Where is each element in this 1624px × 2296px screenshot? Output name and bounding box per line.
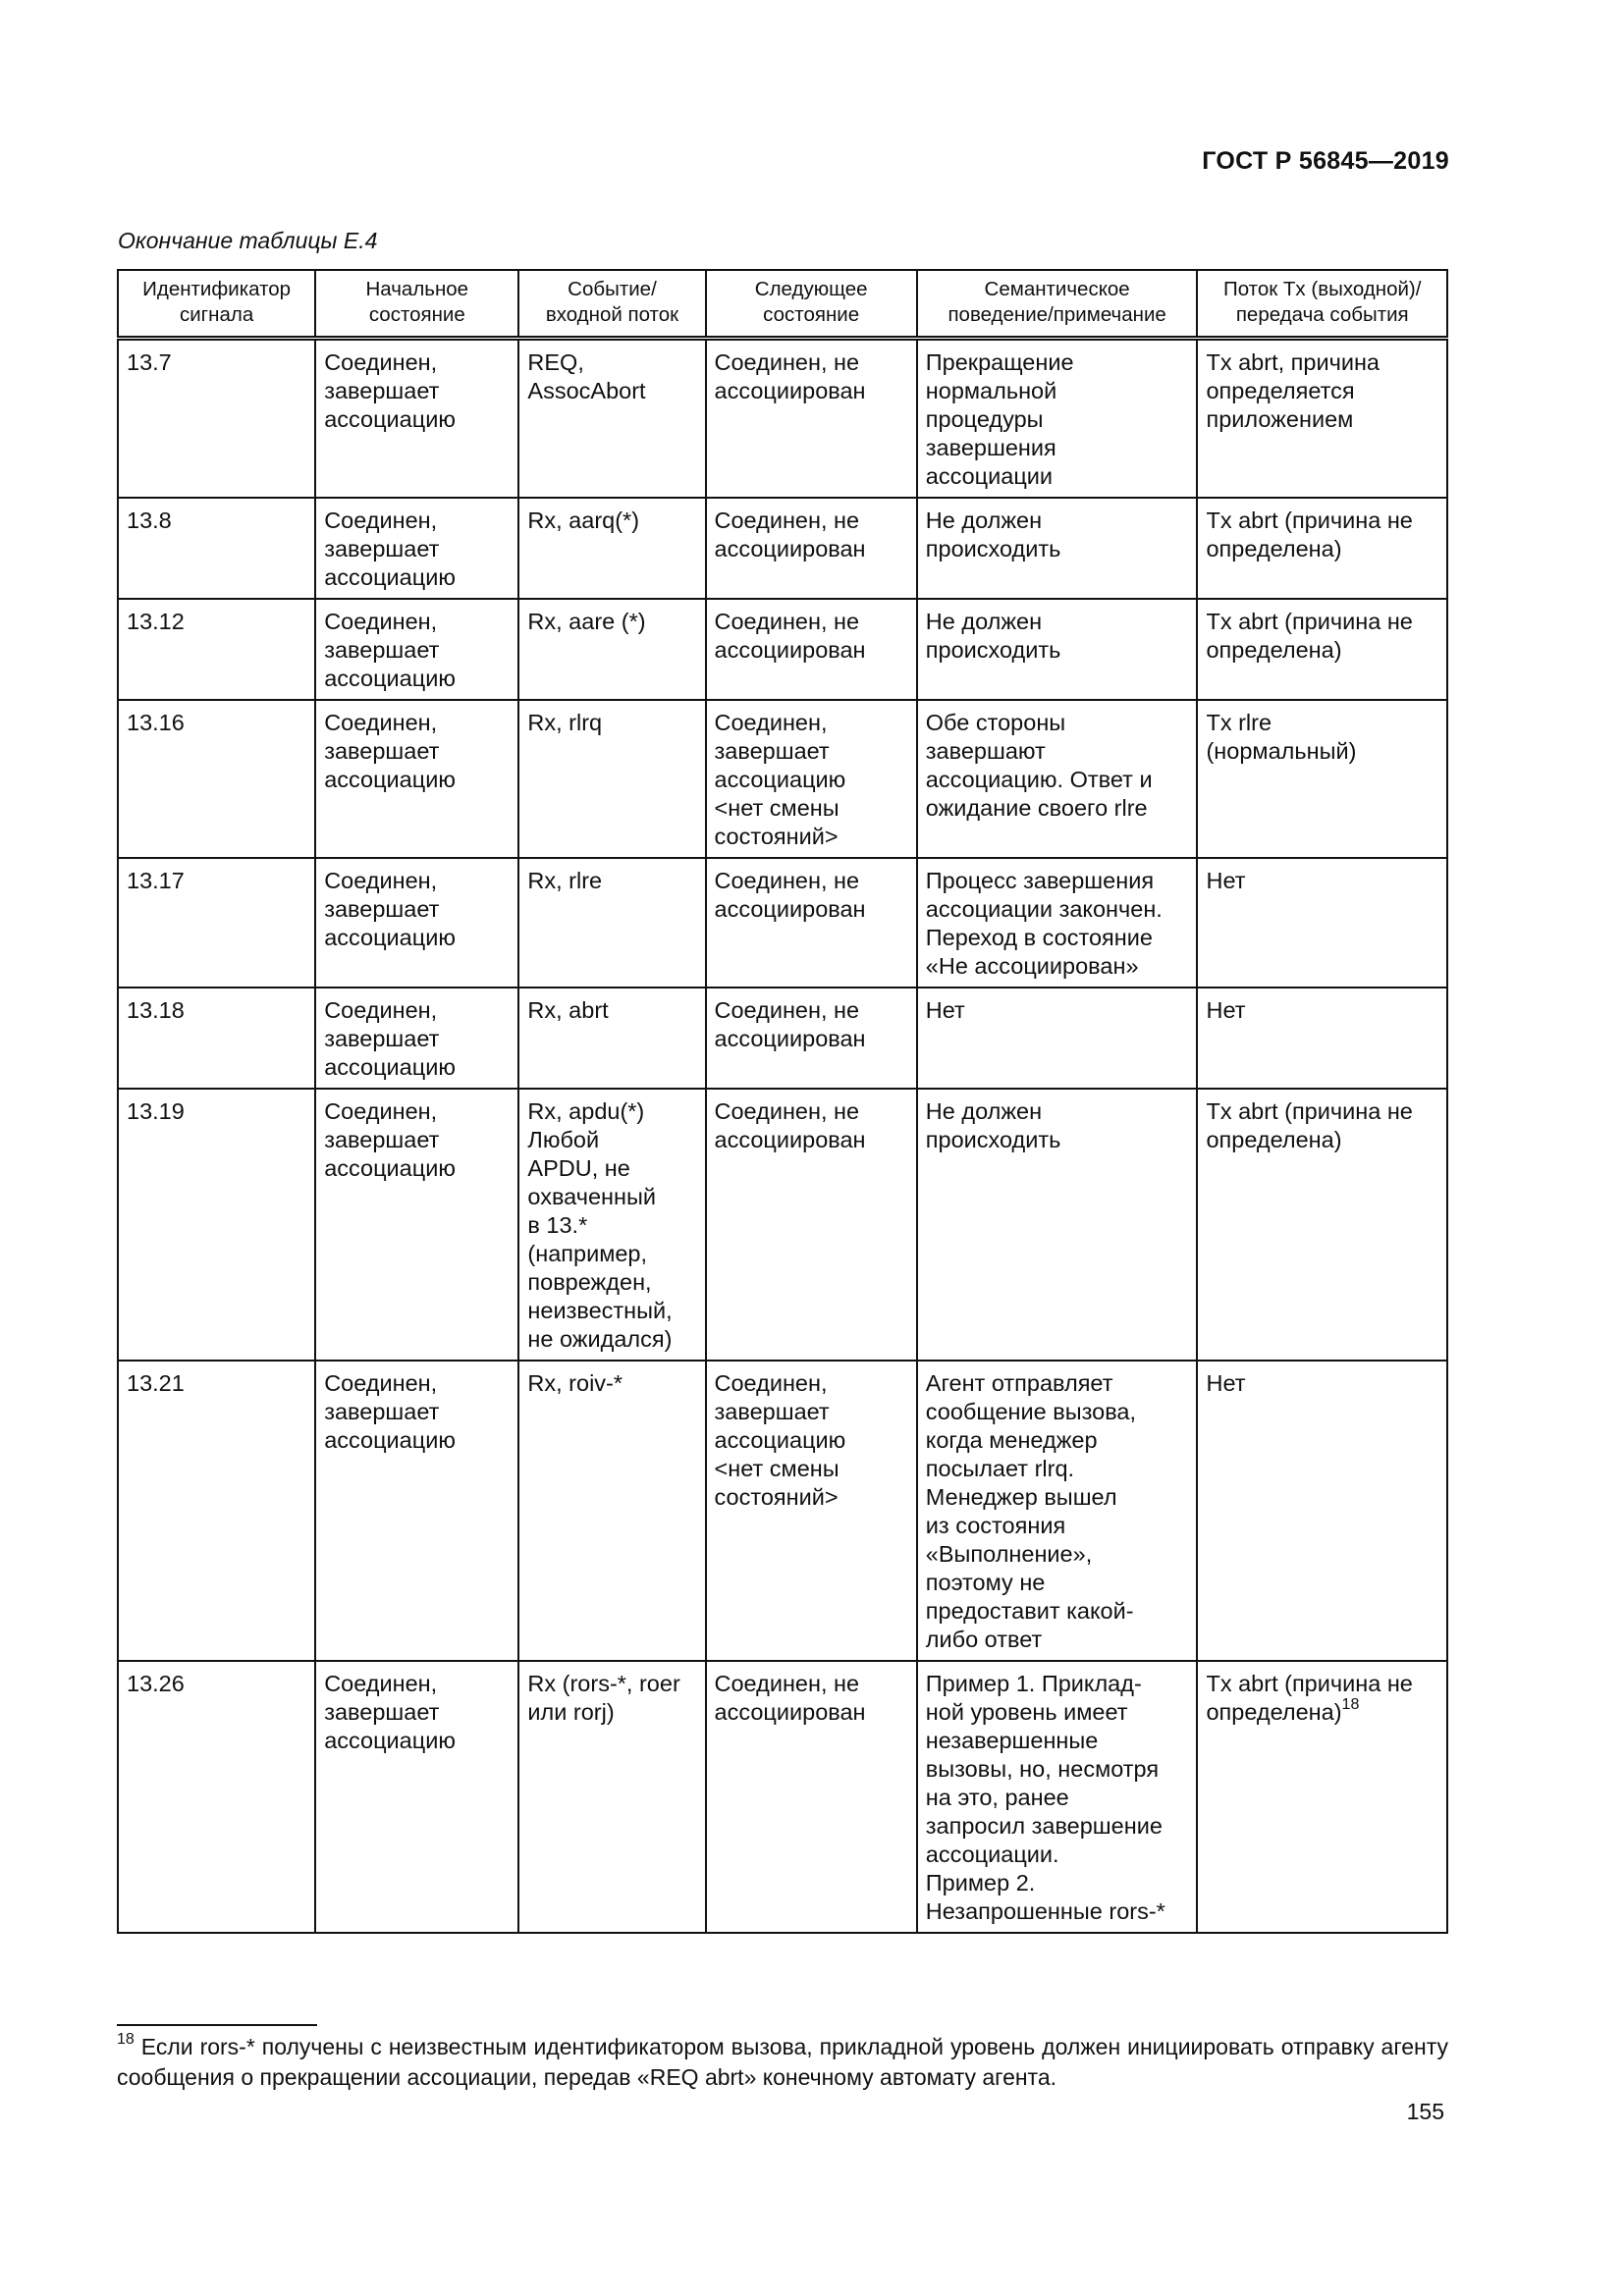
cell-semantics — [917, 498, 1198, 599]
table-row — [118, 988, 1447, 1089]
cell-initial-state — [315, 498, 518, 599]
cell-text: 13.19 — [127, 1098, 185, 1124]
cell-signal-id — [118, 339, 315, 499]
cell-signal-id — [118, 498, 315, 599]
cell-text: Соединен, завершает ассоциацию — [324, 1370, 456, 1453]
cell-text: Соединен, не ассоциирован — [714, 1098, 866, 1152]
cell-text: Rx, aare (*) — [527, 609, 646, 634]
cell-text: 13.7 — [127, 349, 172, 375]
cell-text: Соединен, завершает ассоциацию <нет смены состояний> — [714, 1370, 846, 1510]
cell-semantics — [917, 339, 1198, 499]
cell-text: Обе стороны завершают ассоциацию. Ответ и ожидание своего rlre — [925, 710, 1153, 821]
cell-text: Прекращение нормальной процедуры завершения ассоциации — [925, 349, 1074, 489]
cell-signal-id — [118, 1089, 315, 1361]
table-row — [118, 700, 1447, 858]
cell-signal-id — [118, 1361, 315, 1661]
footnote-text: Если rors-* получены с неизвестным идентификатором вызова, прикладной уровень должен инициировать отправку агенту сообщения о прекращении ассоциации, передав «REQ abrt» конечному автомату агента. — [117, 2034, 1449, 2090]
cell-tx-flow — [1197, 498, 1447, 599]
cell-signal-id — [118, 700, 315, 858]
cell-signal-id — [118, 858, 315, 988]
cell-text: 13.16 — [127, 710, 185, 735]
cell-next-state — [706, 498, 917, 599]
cell-next-state — [706, 858, 917, 988]
cell-initial-state — [315, 858, 518, 988]
cell-next-state — [706, 700, 917, 858]
cell-initial-state — [315, 599, 518, 700]
cell-next-state — [706, 339, 917, 499]
cell-initial-state — [315, 700, 518, 858]
table-row — [118, 1089, 1447, 1361]
cell-text: Tx abrt (причина не определена) — [1206, 507, 1413, 561]
column-header-signal-id: Идентификатор сигнала — [118, 270, 315, 339]
cell-signal-id — [118, 1661, 315, 1933]
cell-text: Соединен, завершает ассоциацию — [324, 868, 456, 950]
table-row — [118, 1361, 1447, 1661]
cell-text: 13.26 — [127, 1671, 185, 1696]
cell-next-state — [706, 599, 917, 700]
cell-text: Соединен, не ассоциирован — [714, 507, 866, 561]
cell-initial-state — [315, 1661, 518, 1933]
cell-tx-flow — [1197, 1089, 1447, 1361]
cell-semantics — [917, 1661, 1198, 1933]
cell-text: Tx abrt (причина не определена) — [1206, 609, 1413, 663]
cell-text: 13.8 — [127, 507, 172, 533]
cell-signal-id — [118, 988, 315, 1089]
cell-semantics — [917, 1089, 1198, 1361]
cell-event — [518, 498, 705, 599]
cell-event — [518, 858, 705, 988]
cell-event — [518, 1361, 705, 1661]
cell-text: Не должен происходить — [925, 609, 1061, 663]
page-number: 155 — [1406, 2099, 1444, 2124]
column-header-semantics: Семантическое поведение/примечание — [917, 270, 1198, 339]
cell-event — [518, 599, 705, 700]
cell-text: Tx abrt (причина не определена) — [1206, 1671, 1413, 1725]
cell-text: Rx, rlre — [527, 868, 603, 893]
cell-tx-flow — [1197, 599, 1447, 700]
cell-next-state — [706, 1089, 917, 1361]
cell-text: Соединен, завершает ассоциацию — [324, 507, 456, 590]
cell-text: Нет — [925, 997, 965, 1023]
column-header-event: Событие/ входной поток — [518, 270, 705, 339]
cell-signal-id — [118, 599, 315, 700]
cell-text: Rx (rors-*, roer или rorj) — [527, 1671, 680, 1725]
cell-event — [518, 1661, 705, 1933]
cell-text: Соединен, завершает ассоциацию — [324, 349, 456, 432]
footnote-ref: 18 — [1341, 1696, 1360, 1714]
cell-text: Нет — [1206, 997, 1246, 1023]
table-row — [118, 339, 1447, 499]
cell-initial-state — [315, 1361, 518, 1661]
cell-tx-flow — [1197, 988, 1447, 1089]
cell-text: Соединен, завершает ассоциацию <нет смены состояний> — [714, 710, 846, 849]
cell-tx-flow — [1197, 1361, 1447, 1661]
cell-semantics — [917, 599, 1198, 700]
cell-text: REQ, AssocAbort — [527, 349, 646, 403]
cell-event — [518, 339, 705, 499]
table-row — [118, 599, 1447, 700]
cell-text: Tx rlre (нормальный) — [1206, 710, 1357, 764]
cell-text: Tx abrt, причина определяется приложением — [1206, 349, 1380, 432]
cell-text: Соединен, завершает ассоциацию — [324, 609, 456, 691]
cell-text: Соединен, завершает ассоциацию — [324, 710, 456, 792]
cell-semantics — [917, 1361, 1198, 1661]
cell-text: 13.12 — [127, 609, 185, 634]
cell-next-state — [706, 1361, 917, 1661]
cell-text: Rx, roiv-* — [527, 1370, 623, 1396]
cell-tx-flow — [1197, 700, 1447, 858]
table-row — [118, 1661, 1447, 1933]
cell-text: Агент отправляет сообщение вызова, когда менеджер посылает rlrq. Менеджер вышел из состояния «Выполнение», поэтому не предоставит какой- либо ответ — [925, 1370, 1137, 1652]
signal-table — [117, 269, 1448, 1934]
cell-text: Rx, abrt — [527, 997, 609, 1023]
document-id: ГОСТ Р 56845—2019 — [1202, 147, 1449, 175]
cell-event — [518, 1089, 705, 1361]
footnote-number: 18 — [117, 2031, 135, 2049]
cell-tx-flow — [1197, 339, 1447, 499]
column-header-tx-flow: Поток Tx (выходной)/ передача события — [1197, 270, 1447, 339]
cell-text: 13.18 — [127, 997, 185, 1023]
cell-text: Соединен, завершает ассоциацию — [324, 1671, 456, 1753]
cell-text: Пример 1. Приклад- ной уровень имеет незавершенные вызовы, но, несмотря на это, ранее запросил завершение ассоциации. Пример 2. Незапрошенные rors-* — [925, 1671, 1165, 1924]
cell-text: Tx abrt (причина не определена) — [1206, 1098, 1413, 1152]
cell-semantics — [917, 988, 1198, 1089]
table-row — [118, 858, 1447, 988]
cell-text: Rx, apdu(*) Любой APDU, не охваченный в 13.* (например, поврежден, неизвестный, не ожидался) — [527, 1098, 673, 1352]
column-header-initial-state: Начальное состояние — [315, 270, 518, 339]
cell-next-state — [706, 1661, 917, 1933]
cell-text: Rx, rlrq — [527, 710, 603, 735]
cell-initial-state — [315, 339, 518, 499]
cell-text: Нет — [1206, 868, 1246, 893]
cell-tx-flow — [1197, 1661, 1447, 1933]
footnote — [117, 2032, 1448, 2093]
column-header-next-state: Следующее состояние — [706, 270, 917, 339]
cell-text: Соединен, завершает ассоциацию — [324, 1098, 456, 1181]
cell-event — [518, 700, 705, 858]
cell-initial-state — [315, 1089, 518, 1361]
cell-text: 13.21 — [127, 1370, 185, 1396]
cell-text: Соединен, не ассоциирован — [714, 868, 866, 922]
cell-initial-state — [315, 988, 518, 1089]
table-header-row — [118, 270, 1447, 339]
cell-semantics — [917, 700, 1198, 858]
cell-text: Соединен, не ассоциирован — [714, 997, 866, 1051]
cell-next-state — [706, 988, 917, 1089]
cell-text: Соединен, завершает ассоциацию — [324, 997, 456, 1080]
cell-tx-flow — [1197, 858, 1447, 988]
cell-semantics — [917, 858, 1198, 988]
cell-text: Не должен происходить — [925, 507, 1061, 561]
cell-text: Не должен происходить — [925, 1098, 1061, 1152]
table-row — [118, 498, 1447, 599]
cell-text: Соединен, не ассоциирован — [714, 349, 866, 403]
cell-text: Rx, aarq(*) — [527, 507, 640, 533]
cell-text: Нет — [1206, 1370, 1246, 1396]
table-caption: Окончание таблицы Е.4 — [118, 228, 378, 253]
cell-event — [518, 988, 705, 1089]
cell-text: 13.17 — [127, 868, 185, 893]
cell-text: Соединен, не ассоциирован — [714, 609, 866, 663]
footnote-separator — [117, 2024, 317, 2026]
cell-text: Соединен, не ассоциирован — [714, 1671, 866, 1725]
cell-text: Процесс завершения ассоциации закончен. Переход в состояние «Не ассоциирован» — [925, 868, 1163, 979]
